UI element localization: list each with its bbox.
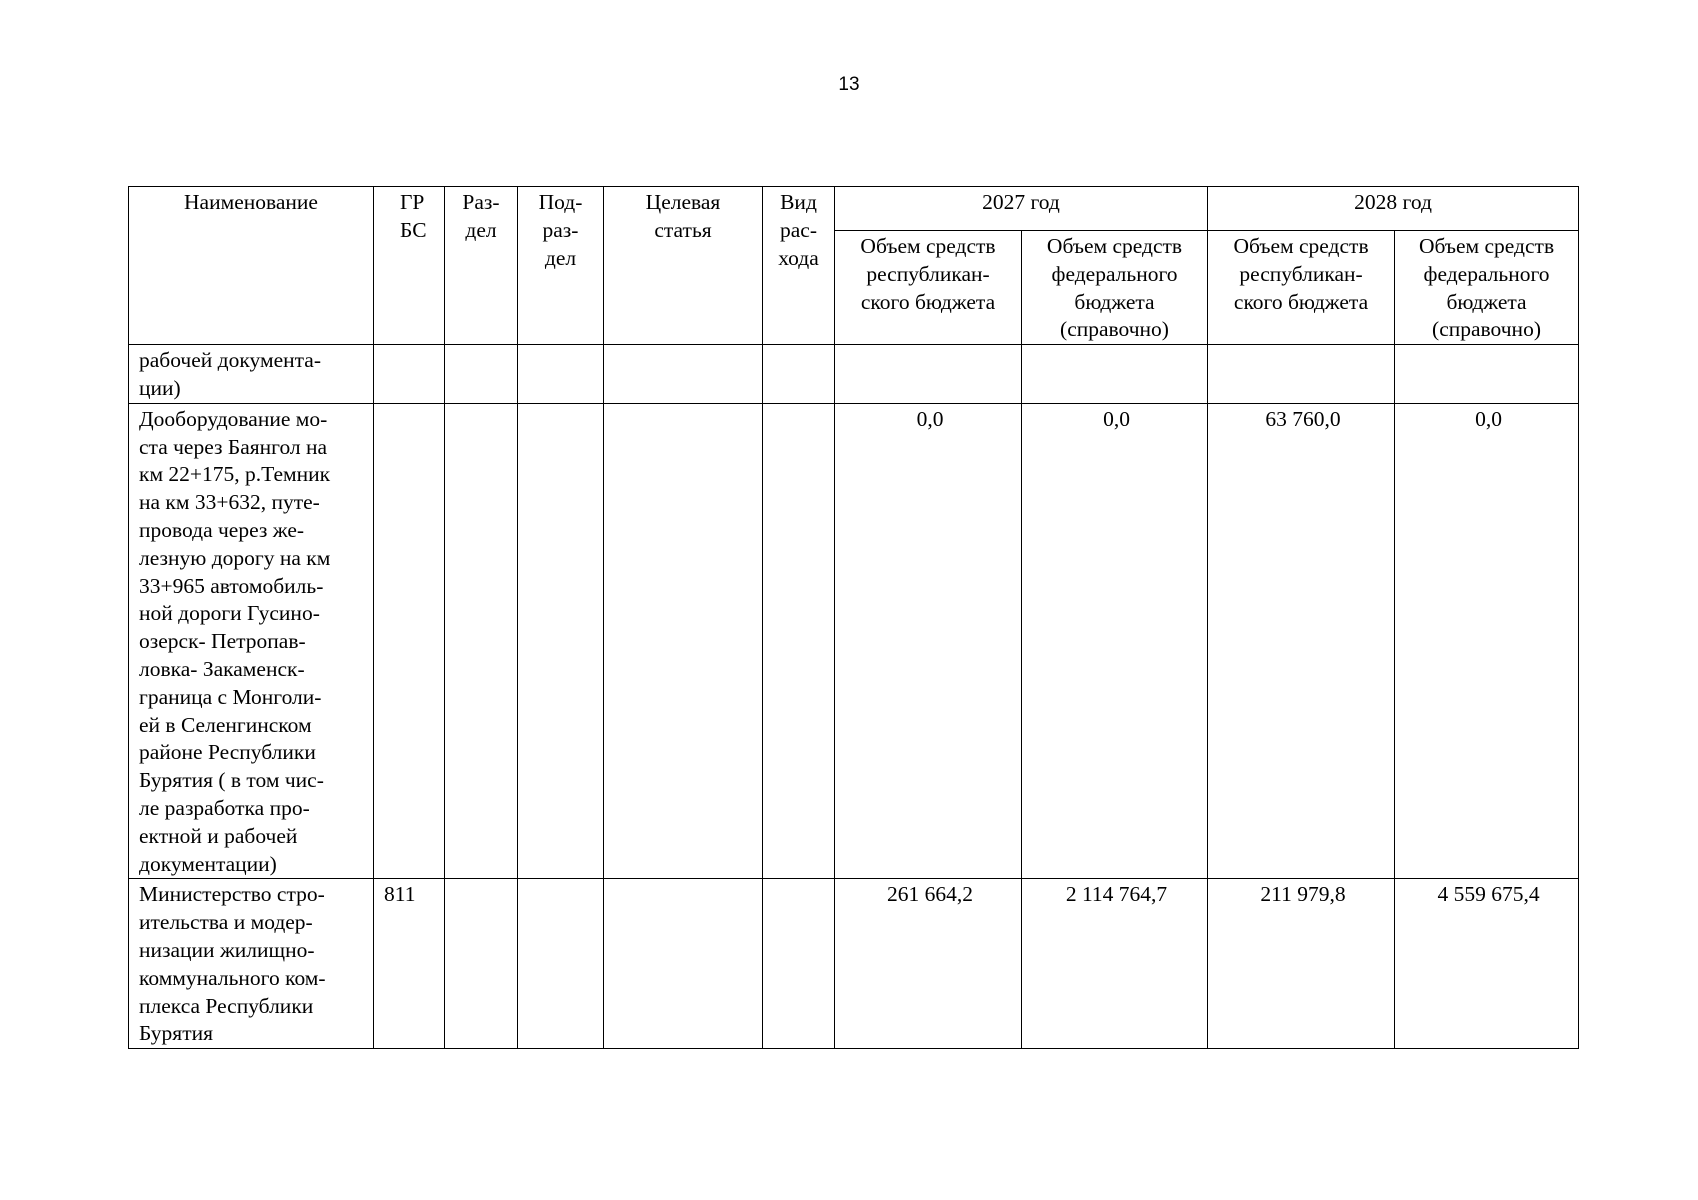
header-name: Наименование	[129, 187, 374, 345]
header-row	[129, 187, 1579, 231]
header-federal-2027: Объем средств федерального бюджета (справочно)	[1022, 231, 1208, 345]
header-year-2027: 2027 год	[835, 187, 1208, 231]
row-name: рабочей документа- ции)	[129, 345, 374, 404]
row-federal-2028	[1395, 345, 1579, 404]
row-federal-2027: 2 114 764,7	[1022, 879, 1208, 1049]
header-target: Целевая статья	[604, 187, 763, 345]
row-subsection	[518, 403, 604, 879]
row-target	[604, 403, 763, 879]
row-republic-2027	[835, 345, 1022, 404]
row-republic-2028: 211 979,8	[1208, 879, 1395, 1049]
row-name: Дооборудование мо- ста через Баянгол на км 22+175, р.Темник на км 33+632, путе- провода через же- лезную дорогу на км 33+965 автомобиль- ной дороги Гусино- озерск- Петропав- ловка- Закаменск- граница с Монголи- ей в Селенгинском районе Республики Бурятия ( в том чис- ле разработка про- ектной и рабочей документации)	[129, 403, 374, 879]
header-grbs: ГР БС	[374, 187, 445, 345]
row-expense-type	[763, 403, 835, 879]
row-target	[604, 345, 763, 404]
budget-table	[128, 186, 1579, 1049]
row-grbs	[374, 345, 445, 404]
row-subsection	[518, 879, 604, 1049]
header-year-2028: 2028 год	[1208, 187, 1579, 231]
row-republic-2028	[1208, 345, 1395, 404]
header-section: Раз- дел	[445, 187, 518, 345]
header-republic-2028: Объем средств республикан- ского бюджета	[1208, 231, 1395, 345]
row-subsection	[518, 345, 604, 404]
table-row	[129, 879, 1579, 1049]
row-expense-type	[763, 879, 835, 1049]
row-republic-2027: 0,0	[835, 403, 1022, 879]
row-republic-2027: 261 664,2	[835, 879, 1022, 1049]
header-expense-type: Вид рас- хода	[763, 187, 835, 345]
row-grbs	[374, 403, 445, 879]
row-section	[445, 345, 518, 404]
page-number: 13	[838, 74, 860, 95]
table-row	[129, 403, 1579, 879]
row-section	[445, 403, 518, 879]
row-federal-2028: 0,0	[1395, 403, 1579, 879]
row-grbs: 811	[374, 879, 445, 1049]
row-target	[604, 879, 763, 1049]
table-row	[129, 345, 1579, 404]
row-section	[445, 879, 518, 1049]
row-federal-2027: 0,0	[1022, 403, 1208, 879]
row-federal-2028: 4 559 675,4	[1395, 879, 1579, 1049]
row-expense-type	[763, 345, 835, 404]
header-republic-2027: Объем средств республикан- ского бюджета	[835, 231, 1022, 345]
header-subsection: Под- раз- дел	[518, 187, 604, 345]
row-federal-2027	[1022, 345, 1208, 404]
row-name: Министерство стро- ительства и модер- низации жилищно- коммунального ком- плекса Республики Бурятия	[129, 879, 374, 1049]
header-federal-2028: Объем средств федерального бюджета (справочно)	[1395, 231, 1579, 345]
row-republic-2028: 63 760,0	[1208, 403, 1395, 879]
